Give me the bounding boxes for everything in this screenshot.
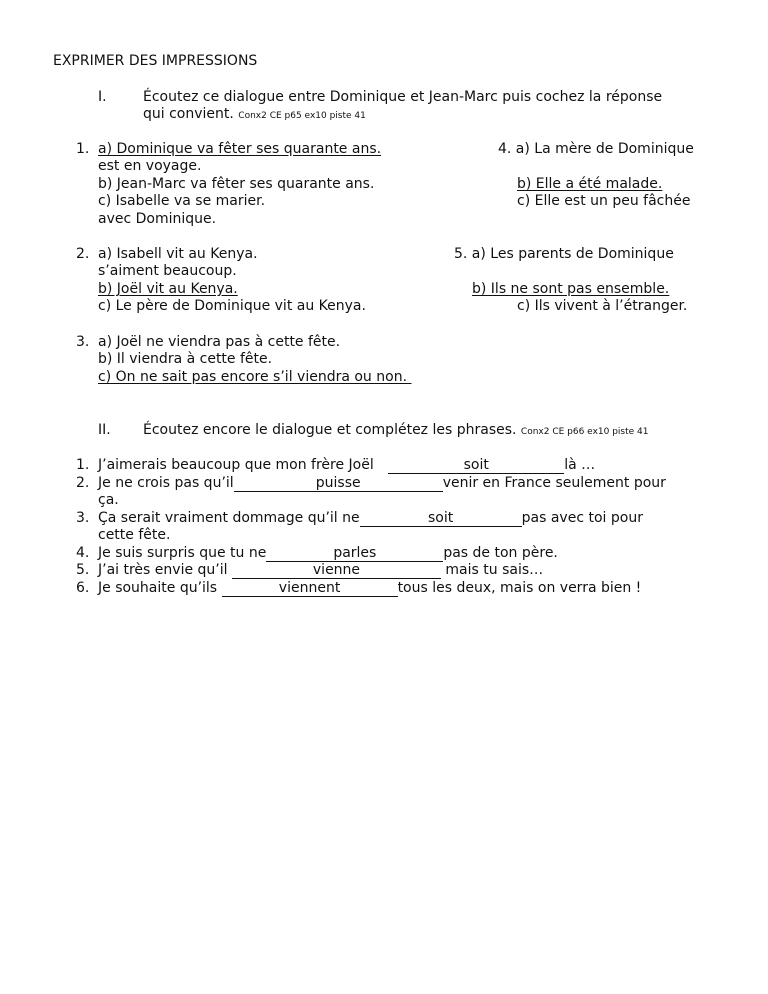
fill-item-4-after: pas de ton père.	[443, 545, 558, 561]
fill-item-2-before: Je ne crois pas qu’il	[98, 475, 234, 491]
q2-number: 2.	[76, 246, 90, 262]
fill-item-4-answer-blank[interactable]: parles	[266, 546, 443, 562]
q3-option-c: c) On ne sait pas encore s’il viendra ou non.	[98, 369, 412, 385]
q4-option-b: b) Elle a été malade.	[517, 176, 663, 192]
fill-item-5-before: J’ai très envie qu’il	[98, 562, 228, 578]
q2-option-c: c) Le père de Dominique vit au Kenya.	[98, 298, 366, 314]
fill-item-2-answer-blank[interactable]: puisse	[234, 476, 443, 492]
q2-wrap-text: s’aiment beaucoup.	[98, 263, 237, 279]
section2-instruction-line	[143, 422, 649, 441]
fill-item-6-answer-blank[interactable]: viennent	[222, 581, 398, 597]
section1-reference: Conx2 CE p65 ex10 piste 41	[238, 111, 366, 121]
fill-item-5-answer-blank[interactable]: vienne	[232, 563, 441, 579]
q2-option-a: a) Isabell vit au Kenya.	[98, 246, 258, 262]
q3-option-a: a) Joël ne viendra pas à cette fête.	[98, 334, 341, 350]
fill-item-2-continuation: ça.	[98, 492, 119, 508]
q1-option-b: b) Jean-Marc va fêter ses quarante ans.	[98, 176, 375, 192]
fill-item-1-after: là …	[564, 457, 596, 473]
fill-item-1-answer-blank[interactable]: soit	[388, 458, 564, 474]
q2-option-b: b) Joël vit au Kenya.	[98, 281, 238, 297]
q1-option-c: c) Isabelle va se marier.	[98, 193, 266, 209]
fill-item-5-number: 5.	[76, 562, 90, 578]
q1-wrap-text-2: avec Dominique.	[98, 211, 217, 227]
q1-option-a: a) Dominique va fêter ses quarante ans.	[98, 141, 382, 157]
section1-instruction-line2	[143, 106, 366, 125]
section2-reference: Conx2 CE p66 ex10 piste 41	[520, 427, 649, 437]
fill-item-3-continuation: cette fête.	[98, 527, 171, 543]
section1-numeral: I.	[98, 89, 107, 105]
fill-item-6-after: tous les deux, mais on verra bien !	[397, 580, 642, 596]
q3-option-b: b) Il viendra à cette fête.	[98, 351, 273, 367]
q5-option-b: b) Ils ne sont pas ensemble.	[472, 281, 670, 297]
fill-item-3-after: pas avec toi pour	[521, 510, 643, 526]
fill-item-3-answer-blank[interactable]: soit	[360, 511, 522, 527]
fill-item-2	[98, 475, 666, 492]
fill-item-2-after: venir en France seulement pour	[442, 475, 666, 491]
worksheet-title: EXPRIMER DES IMPRESSIONS	[53, 53, 258, 69]
fill-item-2-number: 2.	[76, 475, 90, 491]
q5-option-c: c) Ils vivent à l’étranger.	[517, 298, 688, 314]
section2-instruction-text: Écoutez encore le dialogue et complétez les phrases.	[143, 422, 517, 438]
fill-item-3-before: Ça serait vraiment dommage qu’il ne	[98, 510, 360, 526]
fill-item-6-number: 6.	[76, 580, 90, 596]
fill-item-1-number: 1.	[76, 457, 90, 473]
fill-item-4	[98, 545, 558, 562]
section1-instruction-text: qui convient.	[143, 106, 234, 122]
q1-number: 1.	[76, 141, 90, 157]
fill-item-5-after: mais tu sais…	[445, 562, 544, 578]
q5-option-a: 5. a) Les parents de Dominique	[454, 246, 674, 262]
fill-item-5	[98, 562, 543, 579]
section1-instruction-line1: Écoutez ce dialogue entre Dominique et Jean-Marc puis cochez la réponse	[143, 89, 663, 105]
fill-item-6	[98, 580, 641, 597]
q3-number: 3.	[76, 334, 90, 350]
fill-item-3-number: 3.	[76, 510, 90, 526]
q4-option-c: c) Elle est un peu fâchée	[517, 193, 691, 209]
q4-option-a: 4. a) La mère de Dominique	[498, 141, 694, 157]
fill-item-6-before: Je souhaite qu’ils	[98, 580, 218, 596]
fill-item-4-before: Je suis surpris que tu ne	[98, 545, 267, 561]
fill-item-1-before: J’aimerais beaucoup que mon frère Joël	[98, 457, 374, 473]
section2-numeral: II.	[98, 422, 111, 438]
fill-item-1	[98, 457, 595, 474]
fill-item-3	[98, 510, 643, 527]
fill-item-4-number: 4.	[76, 545, 90, 561]
q1-wrap-text: est en voyage.	[98, 158, 202, 174]
